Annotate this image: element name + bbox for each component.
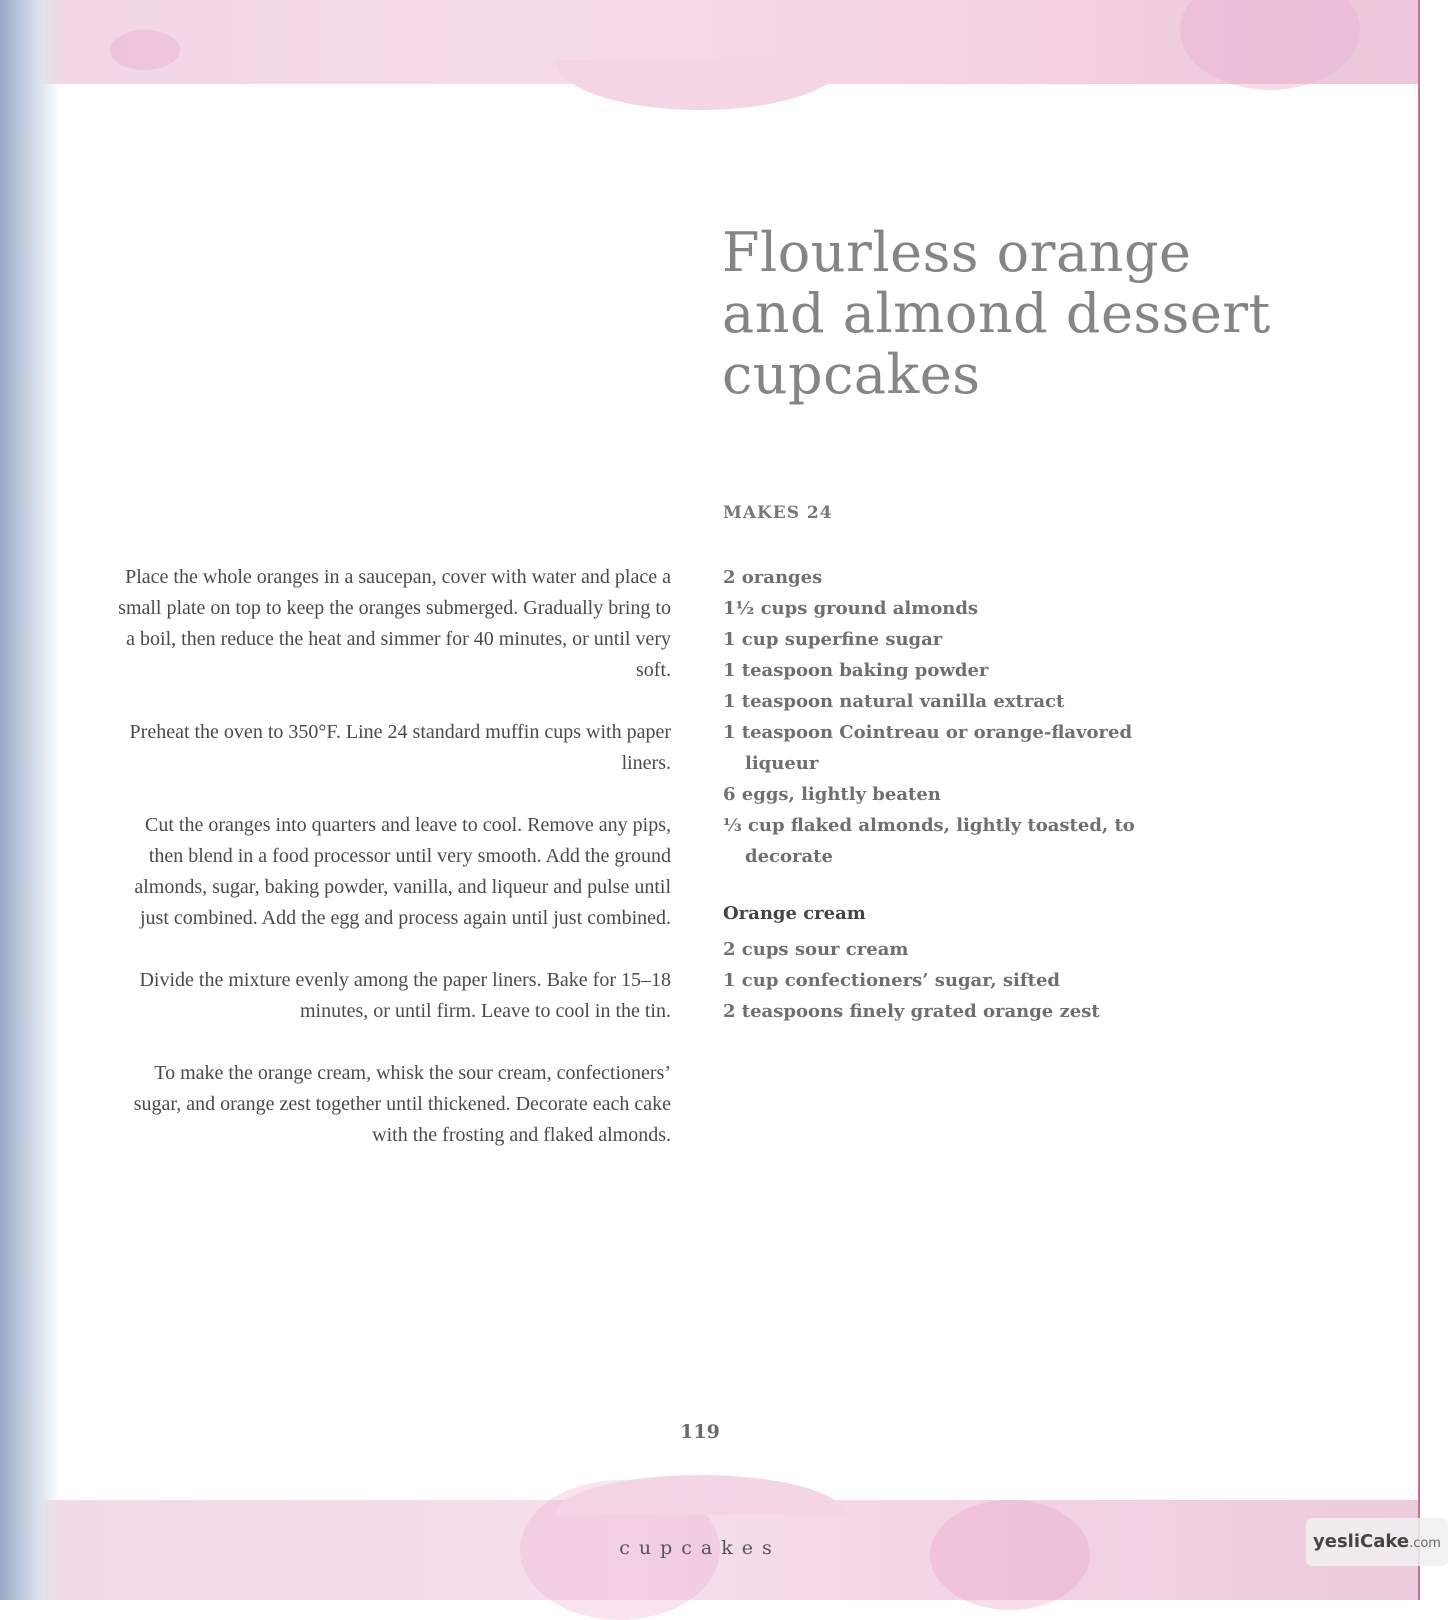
watermark-suffix: .com	[1409, 1536, 1441, 1551]
flower-decoration	[110, 30, 180, 70]
section-footer: cupcakes	[619, 1537, 781, 1559]
ingredient-item: 1 cup confectioners’ sugar, sifted	[723, 970, 1060, 991]
recipe-title: Flourless orange and almond dessert cupcakes	[722, 221, 1271, 406]
ingredient-item: 1 cup superfine sugar	[723, 629, 943, 650]
book-spine-shadow	[0, 0, 60, 1600]
ingredient-item: ⅓ cup flaked almonds, lightly toasted, to decorate	[723, 815, 1135, 867]
ingredient-item: 2 teaspoons finely grated orange zest	[723, 1001, 1100, 1022]
orange-cream-list	[723, 934, 1203, 1027]
method-steps	[118, 562, 671, 1182]
method-step: Cut the oranges into quarters and leave to cool. Remove any pips, then blend in a food processor until very smooth. Add the ground almonds, sugar, baking powder, vanilla, and liqueur and pulse until just combined. Add the egg and process again until just combined.	[134, 814, 671, 929]
watermark-brand: yesliCake	[1313, 1531, 1410, 1552]
method-step: Preheat the oven to 350°F. Line 24 standard muffin cups with paper liners.	[129, 721, 671, 774]
page-number: 119	[680, 1421, 720, 1443]
method-step: Divide the mixture evenly among the paper liners. Bake for 15–18 minutes, or until firm. Leave to cool in the tin.	[139, 969, 671, 1022]
method-step: Place the whole oranges in a saucepan, cover with water and place a small plate on top to keep the oranges submerged. Gradually bring to a boil, then reduce the heat and simmer for 40 minutes, or until very soft.	[118, 566, 671, 681]
flower-decoration	[930, 1500, 1090, 1610]
ingredient-item: 2 oranges	[723, 567, 823, 588]
ingredient-item: 1 teaspoon baking powder	[723, 660, 989, 681]
ingredient-list	[723, 562, 1203, 872]
flower-decoration	[1180, 0, 1360, 90]
ingredient-item: 6 eggs, lightly beaten	[723, 784, 941, 805]
method-step: To make the orange cream, whisk the sour cream, confectioners’ sugar, and orange zest together until thickened. Decorate each cake with the frosting and flaked almonds.	[133, 1062, 671, 1146]
ingredient-item: 1 teaspoon Cointreau or orange-flavored liqueur	[723, 722, 1133, 774]
ingredient-item: 2 cups sour cream	[723, 939, 909, 960]
orange-cream-heading: Orange cream	[723, 903, 866, 924]
recipe-yield: MAKES 24	[723, 503, 833, 523]
page-edge	[1419, 0, 1451, 1600]
watermark-logo	[1306, 1518, 1448, 1566]
ingredient-item: 1½ cups ground almonds	[723, 598, 979, 619]
page-edge-line	[1418, 0, 1420, 1600]
ingredient-item: 1 teaspoon natural vanilla extract	[723, 691, 1065, 712]
top-ornament	[555, 60, 845, 110]
